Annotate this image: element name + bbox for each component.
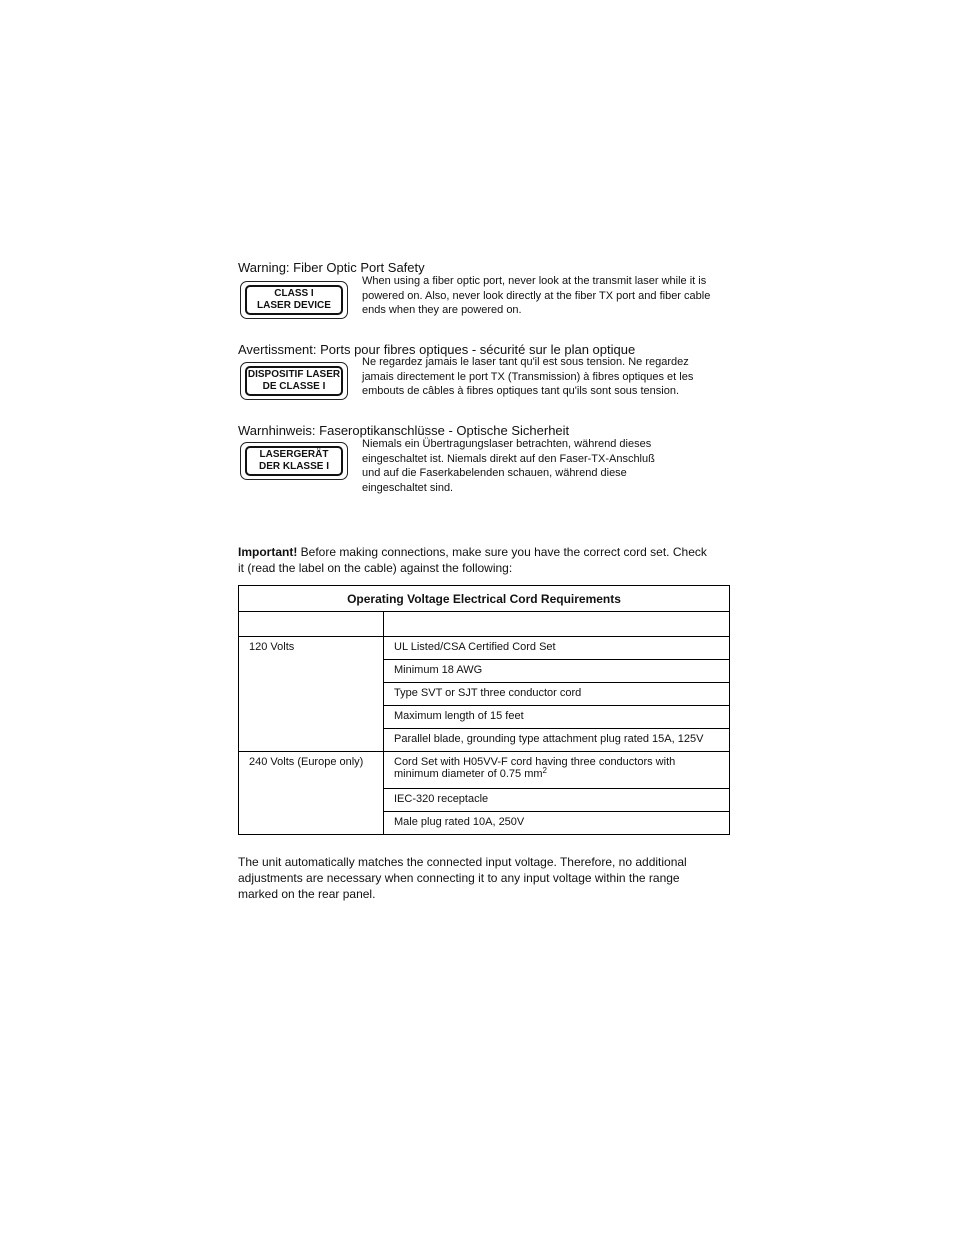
laser-label-line: DE CLASSE I (262, 381, 326, 392)
important-lead: Important! (238, 545, 298, 559)
text-line: Cord Set with H05VV-F cord having three conductors with (394, 756, 676, 768)
laser-class-label-frame (245, 366, 343, 396)
table-row (239, 612, 730, 637)
text-line: When using a fiber optic port, never look at the transmit laser while it is (362, 275, 707, 287)
requirement-cell: Minimum 18 AWG (384, 660, 730, 683)
superscript: 2 (542, 766, 547, 775)
requirement-cell: Maximum length of 15 feet (384, 706, 730, 729)
requirement-cell: Male plug rated 10A, 250V (384, 812, 730, 835)
table-cell (384, 612, 730, 637)
laser-label-line: LASERGERÄT (259, 449, 329, 460)
laser-label-line: DER KLASSE I (258, 461, 329, 472)
warning-text-de (362, 437, 655, 495)
text-line: minimum diameter of 0.75 mm (394, 768, 543, 780)
cord-requirements-table (238, 585, 730, 835)
text-line: Before making connections, make sure you have the correct cord set. Check (297, 545, 707, 559)
laser-label-line: CLASS I (274, 288, 314, 299)
requirement-cell (384, 752, 730, 789)
text-line: Niemals ein Übertragungslaser betrachten, während dieses (362, 438, 652, 450)
text-line: it (read the label on the cable) against the following: (238, 561, 513, 575)
requirement-cell: UL Listed/CSA Certified Cord Set (384, 637, 730, 660)
laser-label-line: LASER DEVICE (257, 300, 331, 311)
text-line: adjustments are necessary when connecting it to any input voltage within the range (238, 871, 680, 885)
voltage-cell: 120 Volts (239, 637, 384, 752)
laser-class-label-de (240, 442, 348, 480)
requirement-cell: IEC-320 receptacle (384, 789, 730, 812)
text-line: eingeschaltet sind. (362, 481, 454, 494)
important-note (238, 544, 738, 576)
requirement-cell: Parallel blade, grounding type attachment plug rated 15A, 125V (384, 729, 730, 752)
voltage-cell: 240 Volts (Europe only) (239, 752, 384, 835)
text-line: embouts de câbles à fibres optiques tant qu'ils sont sous tension. (362, 385, 680, 398)
warning-heading-en: Warning: Fiber Optic Port Safety (238, 260, 425, 275)
table-row (239, 752, 730, 789)
laser-class-label-frame (245, 446, 343, 476)
warning-text-fr (362, 355, 693, 399)
laser-class-label-frame (245, 285, 343, 315)
text-line: eingeschaltet ist. Niemals direkt auf den Faser-TX-Anschluß (362, 452, 655, 465)
warning-text-en (362, 274, 710, 318)
warning-heading-de: Warnhinweis: Faseroptikanschlüsse - Optische Sicherheit (238, 423, 570, 438)
closing-paragraph (238, 854, 738, 902)
text-line: und auf die Faserkabelenden schauen, während diese (362, 467, 627, 480)
table-title: Operating Voltage Electrical Cord Requirements (239, 586, 730, 612)
table-cell (239, 612, 384, 637)
text-line: marked on the rear panel. (238, 887, 376, 901)
laser-class-label-fr (240, 362, 348, 400)
text-line: powered on. Also, never look directly at the fiber TX port and fiber cable (362, 289, 711, 302)
table-row (239, 637, 730, 660)
laser-class-label-en (240, 281, 348, 319)
warning-heading-fr: Avertissment: Ports pour fibres optiques - sécurité sur le plan optique (238, 342, 636, 357)
text-line: jamais directement le port TX (Transmission) à fibres optiques et les (362, 370, 694, 383)
text-line: Ne regardez jamais le laser tant qu'il est sous tension. Ne regardez (362, 356, 689, 368)
text-line: ends when they are powered on. (362, 304, 522, 317)
text-line: The unit automatically matches the connected input voltage. Therefore, no additional (238, 855, 687, 869)
requirement-cell: Type SVT or SJT three conductor cord (384, 683, 730, 706)
laser-label-line: DISPOSITIF LASER (247, 369, 341, 380)
